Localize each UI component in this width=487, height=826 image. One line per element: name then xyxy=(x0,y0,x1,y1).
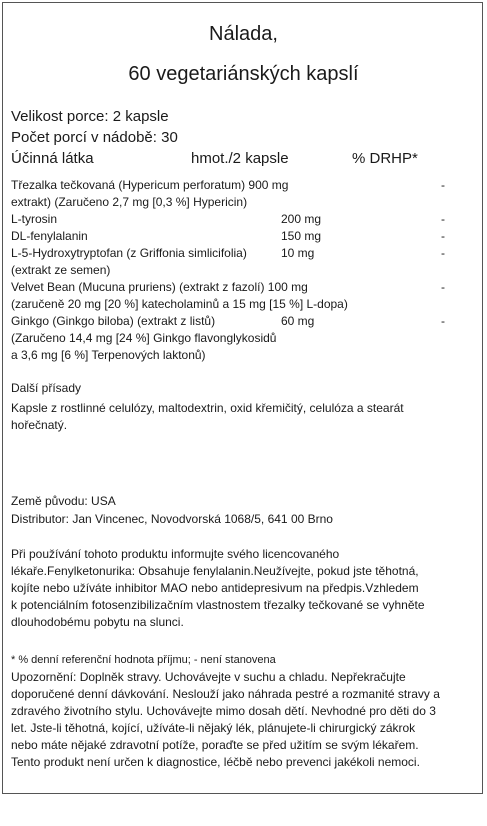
serving-size: Velikost porce: 2 kapsle xyxy=(11,108,169,125)
notice-line: nebo máte nějaké zdravotní potíže, poraďte se před užitím se svým lékařem. xyxy=(11,738,419,752)
ingredient-amount: 10 mg xyxy=(281,246,315,260)
usage-warning-line: k potenciálním fotosenzibilizačním vlastnostem třezalky tečkované se vyhněte xyxy=(11,598,425,612)
ingredient-dv: - xyxy=(441,212,445,226)
ingredient-name: Třezalka tečkovaná (Hypericum perforatum) 900 mg xyxy=(11,178,289,192)
notice-line: doporučené denní dávkování. Neslouží jako náhrada pestré a rozmanité stravy a xyxy=(11,687,440,701)
ingredient-dv: - xyxy=(441,229,445,243)
ingredient-note: extrakt) (Zaručeno 2,7 mg [0,3 %] Hypericin) xyxy=(11,195,248,209)
distributor: Distributor: Jan Vincenec, Novodvorská 1068/5, 641 00 Brno xyxy=(11,512,333,526)
servings-per-container: Počet porcí v nádobě: 30 xyxy=(11,129,178,146)
usage-warning-line: dlouhodobému pobytu na slunci. xyxy=(11,615,184,629)
header-dv: % DRHP* xyxy=(352,150,418,167)
country-of-origin: Země původu: USA xyxy=(11,494,116,508)
ingredient-amount: 200 mg xyxy=(281,212,322,226)
ingredient-dv: - xyxy=(441,246,445,260)
product-subtitle: 60 vegetariánských kapslí xyxy=(128,63,359,85)
ingredient-note: (extrakt ze semen) xyxy=(11,263,111,277)
notice-line: Tento produkt není určen k diagnostice, léčbě nebo prevenci jakékoli nemoci. xyxy=(11,755,420,769)
notice-line: Upozornění: Doplněk stravy. Uchovávejte v suchu a chladu. Nepřekračujte xyxy=(11,670,406,684)
ingredient-amount: 150 mg xyxy=(281,229,322,243)
ingredient-name: L-tyrosin xyxy=(11,212,58,226)
ingredient-name: Ginkgo (Ginkgo biloba) (extrakt z listů) xyxy=(11,314,216,328)
notice-line: let. Jste-li těhotná, kojící, užíváte-li nějaký lék, plánujete-li chirurgický zákrok xyxy=(11,721,416,735)
ingredient-dv: - xyxy=(441,280,445,294)
usage-warning-line: lékaře.Fenylketonurika: Obsahuje fenylalanin.Neužívejte, pokud jste těhotná, xyxy=(11,564,419,578)
usage-warning-line: Při používání tohoto produktu informujte svého licencovaného xyxy=(11,547,340,561)
ingredient-note: (zaručeně 20 mg [20 %] katecholaminů a 15 mg [15 %] L-dopa) xyxy=(11,297,348,311)
notice-line: zdravého životního stylu. Uchovávejte mimo dosah dětí. Nevhodné pro děti do 3 xyxy=(11,704,436,718)
ingredient-dv: - xyxy=(441,178,445,192)
ingredient-name: DL-fenylalanin xyxy=(11,229,88,243)
other-ingredients-line: hořečnatý. xyxy=(11,418,68,432)
ingredient-dv: - xyxy=(441,314,445,328)
ingredient-amount: 60 mg xyxy=(281,314,315,328)
header-amount: hmot./2 kapsle xyxy=(191,150,289,167)
ingredient-name: L-5-Hydroxytryptofan (z Griffonia simlicifolia) xyxy=(11,246,247,260)
product-title: Nálada, xyxy=(209,23,278,45)
header-ingredient: Účinná látka xyxy=(11,150,94,167)
usage-warning-line: kojíte nebo užíváte inhibitor MAO nebo antidepresivum na předpis.Vzhledem xyxy=(11,581,419,595)
ingredient-note: a 3,6 mg [6 %] Terpenových laktonů) xyxy=(11,348,206,362)
ingredient-note: (Zaručeno 14,4 mg [24 %] Ginkgo flavonglykosidů xyxy=(11,331,277,345)
other-ingredients-line: Kapsle z rostlinné celulózy, maltodextrin, oxid křemičitý, celulóza a stearát xyxy=(11,401,404,415)
ingredient-name: Velvet Bean (Mucuna pruriens) (extrakt z fazolí) 100 mg xyxy=(11,280,308,294)
footnote: * % denní referenční hodnota příjmu; - není stanovena xyxy=(11,654,276,666)
other-ingredients-heading: Další přísady xyxy=(11,381,82,395)
